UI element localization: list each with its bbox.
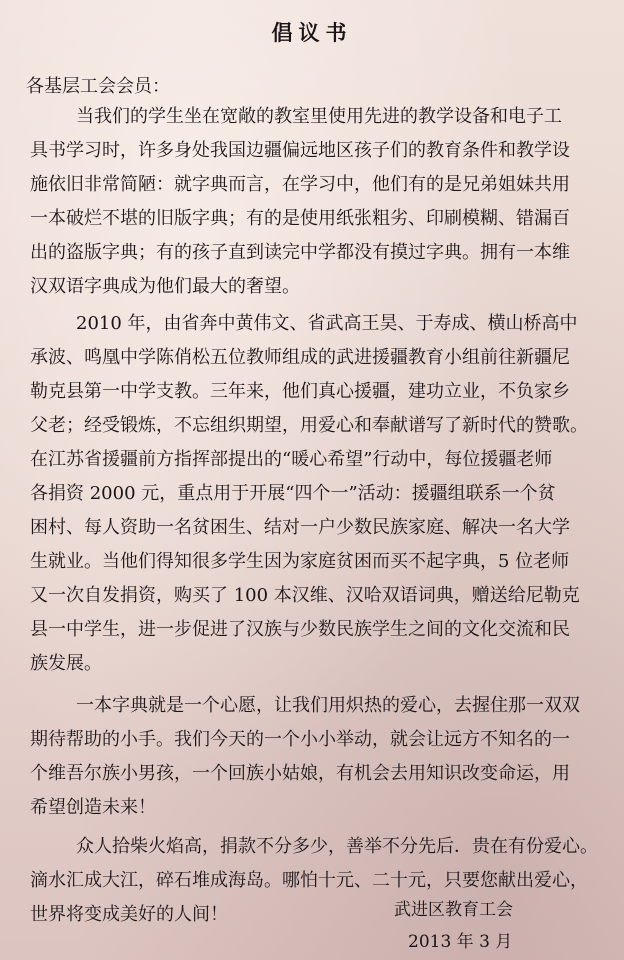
signature-date: 2013 年 3 月 [408, 932, 513, 952]
text-line: 2010 年，由省奔中黄伟文、省武高王昊、于寿成、横山桥高中 [76, 313, 578, 334]
text-line: 承波、鸣凰中学陈俏松五位教师组成的武进援疆教育小组前往新疆尼 [30, 347, 570, 368]
document-title: 倡议书 [271, 20, 353, 45]
text-line: 期待帮助的小手。我们今天的一个小小举动，就会让远方不知名的一 [30, 729, 570, 750]
text-line: 县一中学生，进一步促进了汉族与少数民族学生之间的文化交流和民 [30, 619, 570, 640]
text-line: 施依旧非常简陋：就字典而言，在学习中，他们有的是兄弟姐妹共用 [30, 174, 570, 195]
text-line: 出的盗版字典；有的孩子直到读完中学都没有摸过字典。拥有一本维 [30, 242, 570, 263]
text-line: 勒克县第一中学支教。三年来，他们真心援疆，建功立业，不负家乡 [30, 381, 570, 402]
text-line: 一本破烂不堪的旧版字典；有的是使用纸张粗劣、印刷模糊、错漏百 [30, 208, 570, 229]
text-line: 个维吾尔族小男孩，一个回族小姑娘，有机会去用知识改变命运，用 [30, 763, 570, 784]
text-line: 具书学习时，许多身处我国边疆偏远地区孩子们的教育条件和教学设 [30, 140, 570, 161]
text-line: 各捐资 2000 元，重点用于开展“四个一”活动：援疆组联系一个贫 [30, 483, 556, 504]
text-line: 滴水汇成大江，碎石堆成海岛。哪怕十元、二十元，只要您献出爱心， [30, 870, 588, 891]
text-line: 汉双语字典成为他们最大的奢望。 [30, 276, 300, 297]
salutation: 各基层工会会员： [26, 76, 170, 97]
text-line: 众人拾柴火焰高，捐款不分多少，善举不分先后．贵在有份爱心。 [76, 836, 598, 857]
signature-organization: 武进区教育工会 [394, 900, 513, 920]
text-line: 希望创造未来！ [30, 797, 156, 818]
text-line: 在江苏省援疆前方指挥部提出的“暖心希望”行动中，每位援疆老师 [30, 449, 553, 470]
text-line: 生就业。当他们得知很多学生因为家庭贫困而买不起字典，5 位老师 [30, 551, 570, 572]
text-line: 困村、每人资助一名贫困生、结对一户少数民族家庭、解决一名大学 [30, 517, 570, 538]
text-line: 世界将变成美好的人间！ [30, 904, 228, 925]
text-line: 族发展。 [30, 653, 102, 674]
text-line: 又一次自发捐资，购买了 100 本汉维、汉哈双语词典，赠送给尼勒克 [30, 585, 580, 606]
text-line: 当我们的学生坐在宽敞的教室里使用先进的教学设备和电子工 [76, 106, 562, 127]
text-line: 父老；经受锻炼，不忘组织期望，用爱心和奉献谱写了新时代的赞歌。 [30, 415, 588, 436]
text-line: 一本字典就是一个心愿，让我们用炽热的爱心，去握住那一双双 [76, 695, 580, 716]
